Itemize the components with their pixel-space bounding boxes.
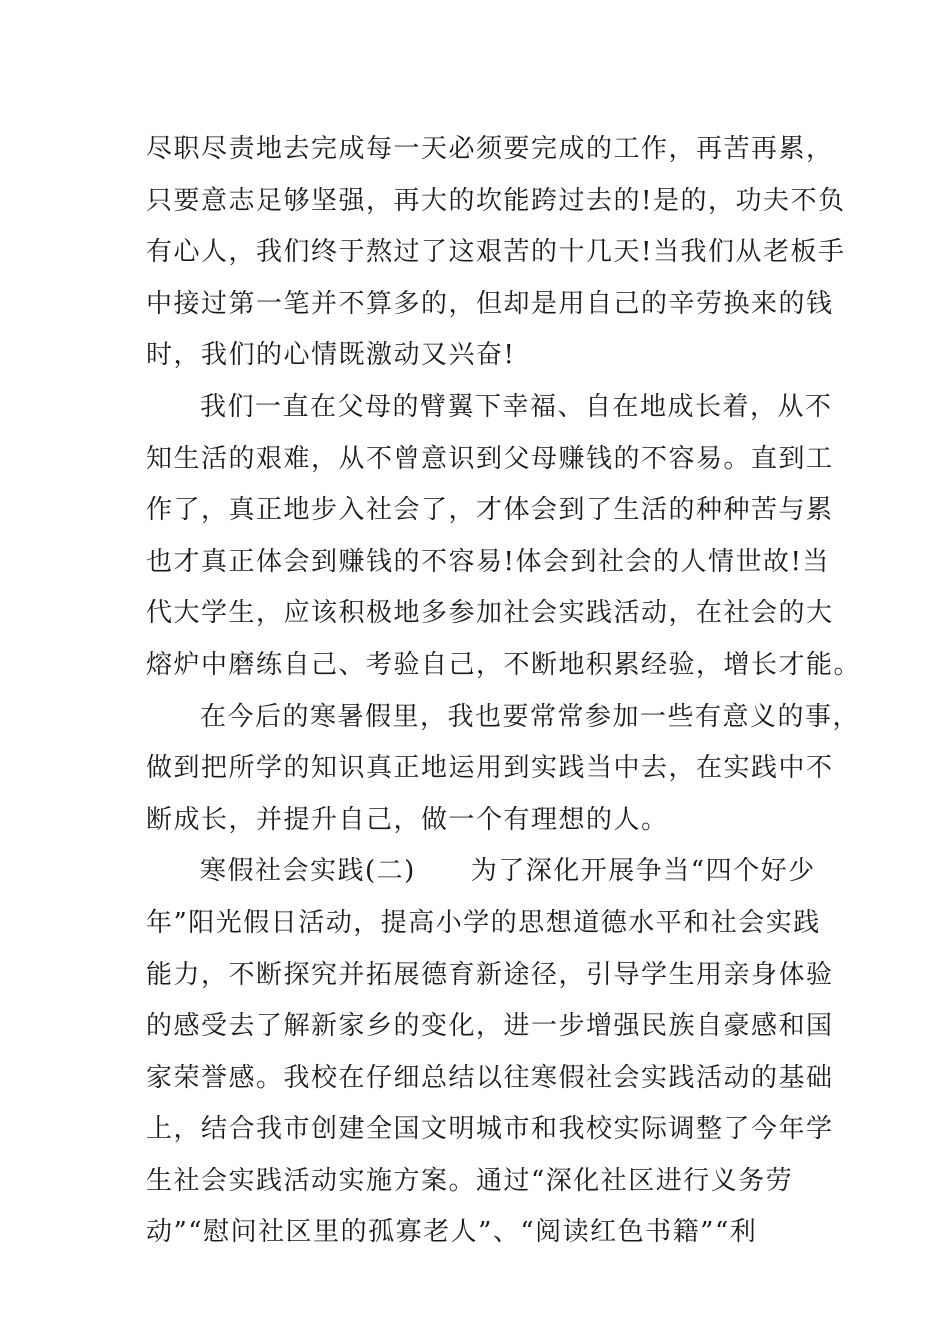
text-line: 能力，不断探究并拓展德育新途径，引导学生用亲身体验 (146, 959, 834, 990)
paragraph-first-line: 在今后的寒暑假里，我也要常常参加一些有意义的事， (200, 701, 861, 732)
section-heading-line: 寒假社会实践(二) 为了深化开展争当“四个好少 (200, 856, 816, 887)
body-text (146, 124, 862, 1259)
text-line: 熔炉中磨练自己、考验自己，不断地积累经验，增长才能。 (146, 649, 862, 680)
text-line: 只要意志足够坚强，再大的坎能跨过去的!是的，功夫不负 (146, 185, 846, 216)
text-line: 生社会实践活动实施方案。通过“深化社区进行义务劳 (146, 1165, 794, 1196)
text-line: 时，我们的心情既激动又兴奋! (146, 340, 516, 371)
text-line: 尽职尽责地去完成每一天必须要完成的工作，再苦再累， (146, 134, 834, 164)
text-line: 中接过第一笔并不算多的，但却是用自己的辛劳换来的钱 (146, 288, 834, 319)
text-line: 的感受去了解新家乡的变化，进一步增强民族自豪感和国 (146, 1011, 834, 1042)
text-line: 有心人，我们终于熬过了这艰苦的十几天!当我们从老板手 (146, 237, 846, 268)
text-line: 作了，真正地步入社会了，才体会到了生活的种种苦与累 (146, 495, 834, 526)
paragraph-first-line: 我们一直在父母的臂翼下幸福、自在地成长着，从不 (200, 391, 833, 422)
text-line: 断成长，并提升自己，做一个有理想的人。 (146, 804, 669, 835)
text-line: 动”“慰问社区里的孤寡老人”、“阅读红色书籍”“利 (146, 1217, 758, 1248)
text-line: 代大学生，应该积极地多参加社会实践活动，在社会的大 (146, 598, 834, 629)
text-line: 年”阳光假日活动，提高小学的思想道德水平和社会实践 (146, 907, 821, 938)
text-line: 上，结合我市创建全国文明城市和我校实际调整了今年学 (146, 1114, 834, 1145)
text-line: 也才真正体会到赚钱的不容易!体会到社会的人情世故!当 (146, 546, 830, 577)
text-line: 做到把所学的知识真正地运用到实践当中去，在实践中不 (146, 753, 834, 784)
text-line: 知生活的艰难，从不曾意识到父母赚钱的不容易。直到工 (146, 443, 834, 474)
text-line: 家荣誉感。我校在仔细总结以往寒假社会实践活动的基础 (146, 1062, 834, 1093)
